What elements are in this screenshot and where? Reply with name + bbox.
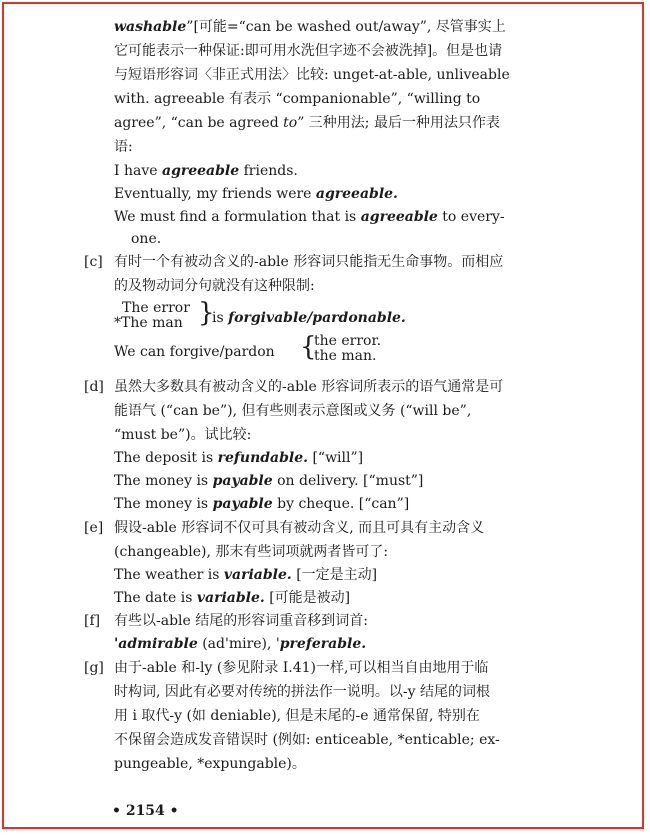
- text-line: 语:: [114, 139, 133, 155]
- example-sentence: The date is variable. [可能是被动]: [114, 590, 351, 606]
- example-sentence: I have agreeable friends.: [114, 163, 298, 179]
- text-line: washable”[可能=“can be washed out/away”, 尽管事实上: [114, 19, 506, 35]
- text-line: agree”, “can be agreed to” 三种用法; 最后一种用法只作表: [114, 115, 500, 131]
- example-sentence: 'admirable (ad'mire), 'preferable.: [114, 636, 367, 652]
- brace-symbol: }: [198, 298, 215, 328]
- text-line: 不保留会造成发音错误时 (例如: enticeable, *enticable; ex-: [114, 732, 500, 748]
- section-marker: [c]: [84, 254, 103, 270]
- section-marker: [f]: [84, 613, 101, 629]
- text-line: 虽然大多数具有被动含义的-able 形容词所表示的语气通常是可: [114, 379, 504, 395]
- text-line: 它可能表示一种保证:即可用水洗但字迹不会被洗掉]。但是也请: [114, 43, 503, 59]
- text-line: 时构词, 因此有必要对传统的拼法作一说明。以-y 结尾的词根: [114, 684, 490, 700]
- text-line: 能语气 (“can be”), 但有些则表示意图或义务 (“will be”,: [114, 403, 472, 419]
- stack-item: *The man: [114, 315, 183, 331]
- page-number: • 2154 •: [112, 803, 179, 819]
- example-sentence: We can forgive/pardon: [114, 344, 275, 360]
- example-sentence: The weather is variable. [一定是主动]: [114, 567, 378, 583]
- example-sentence: The deposit is refundable. [“will”]: [114, 450, 364, 466]
- example-sentence: We must find a formulation that is agreeable to every-: [114, 209, 505, 225]
- example-sentence: Eventually, my friends were agreeable.: [114, 186, 398, 202]
- example-sentence: one.: [131, 231, 162, 247]
- subject-stack: [114, 301, 190, 331]
- text-line: 与短语形容词〈非正式用法〉比较: unget-at-able, unliveable: [114, 67, 510, 83]
- text-line: 有些以-able 结尾的形容词重音移到词首:: [114, 613, 368, 629]
- text-line: “must be”)。试比较:: [114, 427, 252, 443]
- object-stack: [314, 334, 381, 364]
- section-marker: [d]: [84, 379, 104, 395]
- section-marker: [g]: [84, 660, 104, 676]
- text-line: pungeable, *expungable)。: [114, 756, 306, 772]
- text-line: 的及物动词分句就没有这种限制:: [114, 278, 315, 294]
- text-line: 有时一个有被动含义的-able 形容词只能指无生命事物。而相应: [114, 254, 504, 270]
- text-line: 用 i 取代-y (如 deniable), 但是末尾的-e 通常保留, 特别在: [114, 708, 480, 724]
- stack-item: the error.: [314, 333, 382, 349]
- brace-symbol: {: [300, 332, 317, 362]
- stack-item: The error: [122, 300, 190, 316]
- text-line: with. agreeable 有表示 “companionable”, “willing to: [114, 91, 481, 107]
- example-sentence: The money is payable by cheque. [“can”]: [114, 496, 410, 512]
- text-line: (changeable), 那末有些词项就两者皆可了:: [114, 544, 389, 560]
- section-marker: [e]: [84, 520, 104, 536]
- text-line: 由于-able 和-ly (参见附录 Ⅰ.41)一样,可以相当自由地用于临: [114, 660, 489, 676]
- text-line: 假设-able 形容词不仅可具有被动含义, 而且可具有主动含义: [114, 520, 485, 536]
- stack-item: the man.: [314, 348, 377, 364]
- example-sentence: is forgivable/pardonable.: [212, 310, 406, 326]
- example-sentence: The money is payable on delivery. [“must”]: [114, 473, 424, 489]
